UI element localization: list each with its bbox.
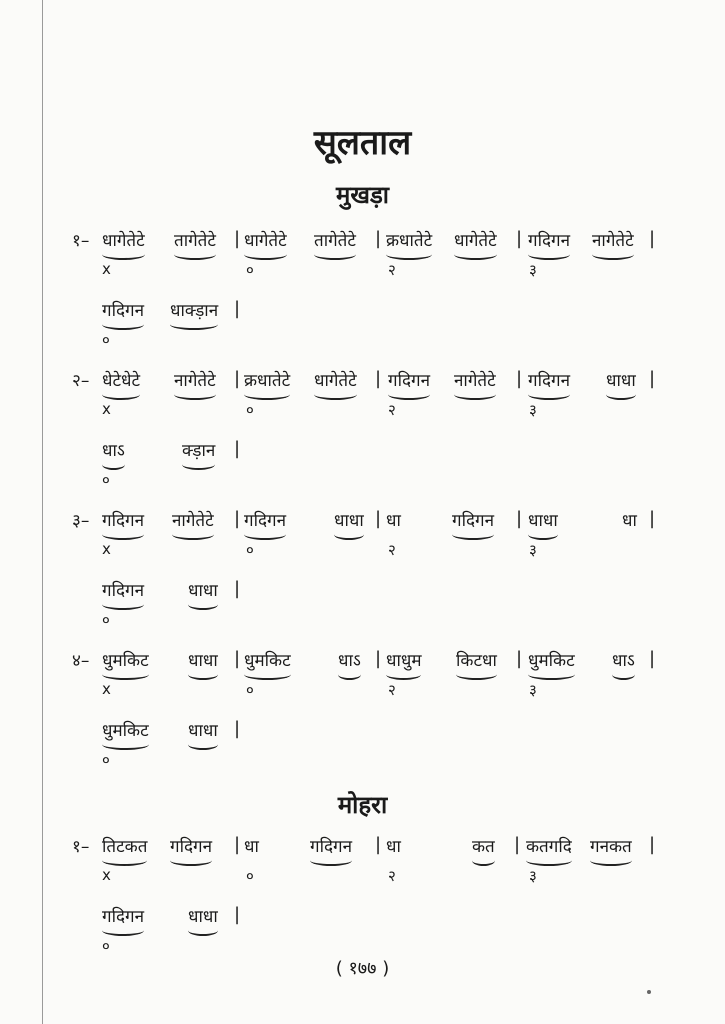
bol: गदिगन bbox=[170, 834, 212, 866]
bol: धागेतेटे bbox=[314, 368, 357, 400]
bol: धाऽ bbox=[338, 648, 361, 680]
bol: किटधा bbox=[456, 648, 497, 680]
tala-marker: ३ bbox=[529, 681, 537, 699]
vibhag-bar: | bbox=[234, 228, 241, 249]
bol: कत bbox=[472, 834, 495, 866]
bol: धागेतेटे bbox=[454, 228, 497, 260]
composition-row bbox=[0, 438, 725, 508]
page-title: सूलताल bbox=[313, 123, 412, 163]
tala-marker: २ bbox=[388, 681, 396, 699]
bol: धाऽ bbox=[612, 648, 635, 680]
bol: गनकत bbox=[590, 834, 632, 866]
tala-marker: x bbox=[102, 680, 111, 698]
bol: तागेतेटे bbox=[314, 228, 356, 260]
bol: धाधा bbox=[188, 578, 218, 610]
bol: गदिगन bbox=[310, 834, 352, 866]
bol: गदिगन bbox=[102, 298, 144, 330]
bol: धुमकिट bbox=[244, 648, 291, 680]
bol: धागेतेटे bbox=[102, 228, 145, 260]
bol: धाक्ड़ान bbox=[170, 298, 218, 330]
bol: गदिगन bbox=[244, 508, 286, 540]
bol: गदिगन bbox=[528, 368, 570, 400]
vibhag-bar: | bbox=[234, 834, 241, 855]
tala-marker: ० bbox=[246, 541, 254, 559]
bol: धेटेधेटे bbox=[102, 368, 140, 400]
bol: गदिगन bbox=[528, 228, 570, 260]
vibhag-bar: | bbox=[234, 578, 241, 599]
tala-marker: ३ bbox=[529, 401, 537, 419]
tala-marker: ० bbox=[102, 331, 110, 349]
bol: नागेतेटे bbox=[174, 368, 216, 400]
bol: धाधा bbox=[528, 508, 558, 540]
tala-marker: ३ bbox=[529, 867, 537, 885]
vibhag-bar: | bbox=[649, 648, 656, 669]
vibhag-bar: | bbox=[516, 368, 523, 389]
bol: गदिगन bbox=[388, 368, 430, 400]
composition-row bbox=[0, 298, 725, 368]
tala-marker: २ bbox=[388, 261, 396, 279]
bol: धा bbox=[244, 837, 259, 857]
bol: नागेतेटे bbox=[592, 228, 634, 260]
page-number: ( १७७ ) bbox=[335, 958, 390, 979]
bol: धा bbox=[386, 511, 401, 531]
bol: धुमकिट bbox=[102, 648, 149, 680]
vibhag-bar: | bbox=[516, 648, 523, 669]
bol: गदिगन bbox=[452, 508, 494, 540]
tala-marker: ० bbox=[102, 751, 110, 769]
vibhag-bar: | bbox=[375, 648, 382, 669]
bol: धुमकिट bbox=[528, 648, 575, 680]
bol: धुमकिट bbox=[102, 718, 149, 750]
bol: कतगदि bbox=[526, 834, 572, 866]
bol: धाधुम bbox=[386, 648, 421, 680]
bol: क्रधातेटे bbox=[386, 228, 432, 260]
bol: गदिगन bbox=[102, 904, 144, 936]
section-heading-mohra: मोहरा bbox=[337, 791, 388, 819]
tala-marker: ० bbox=[246, 261, 254, 279]
tala-marker: ३ bbox=[529, 261, 537, 279]
vibhag-bar: | bbox=[375, 834, 382, 855]
composition-number: ४– bbox=[72, 651, 90, 671]
bol: तागेतेटे bbox=[174, 228, 216, 260]
tala-marker: २ bbox=[388, 867, 396, 885]
composition-number: १– bbox=[72, 231, 90, 251]
bol: क्रधातेटे bbox=[244, 368, 290, 400]
vibhag-bar: | bbox=[234, 718, 241, 739]
composition-row bbox=[0, 368, 725, 438]
vibhag-bar: | bbox=[516, 508, 523, 529]
bol: गदिगन bbox=[102, 578, 144, 610]
tala-marker: ० bbox=[246, 401, 254, 419]
composition-row bbox=[0, 228, 725, 298]
scan-speck bbox=[647, 990, 651, 994]
bol: धाधा bbox=[188, 904, 218, 936]
composition-row bbox=[0, 718, 725, 788]
bol: धाधा bbox=[188, 718, 218, 750]
composition-number: २– bbox=[72, 371, 90, 391]
vibhag-bar: | bbox=[649, 228, 656, 249]
bol: धागेतेटे bbox=[244, 228, 287, 260]
bol: धा bbox=[622, 511, 637, 531]
bol: तिटकत bbox=[102, 834, 147, 866]
bol: धाधा bbox=[188, 648, 218, 680]
tala-marker: २ bbox=[388, 541, 396, 559]
tala-marker: २ bbox=[388, 401, 396, 419]
tala-marker: x bbox=[102, 260, 111, 278]
tala-marker: ० bbox=[102, 611, 110, 629]
tala-marker: ० bbox=[102, 471, 110, 489]
tala-marker: ० bbox=[102, 937, 110, 955]
vibhag-bar: | bbox=[234, 508, 241, 529]
bol: धाऽ bbox=[102, 438, 125, 470]
tala-marker: ३ bbox=[529, 541, 537, 559]
composition-number: ३– bbox=[72, 511, 90, 531]
vibhag-bar: | bbox=[375, 228, 382, 249]
composition-row bbox=[0, 834, 725, 904]
vibhag-bar: | bbox=[649, 368, 656, 389]
tala-marker: x bbox=[102, 540, 111, 558]
bol: नागेतेटे bbox=[172, 508, 214, 540]
tala-marker: ० bbox=[246, 867, 254, 885]
vibhag-bar: | bbox=[234, 648, 241, 669]
bol: धाधा bbox=[334, 508, 364, 540]
section-heading-mukhda: मुखड़ा bbox=[335, 181, 390, 209]
tala-marker: x bbox=[102, 400, 111, 418]
composition-row bbox=[0, 648, 725, 718]
composition-number: १– bbox=[72, 837, 90, 857]
composition-row bbox=[0, 578, 725, 648]
tala-marker: ० bbox=[246, 681, 254, 699]
vibhag-bar: | bbox=[234, 298, 241, 319]
bol: धाधा bbox=[606, 368, 636, 400]
vibhag-bar: | bbox=[234, 368, 241, 389]
bol: क्ड़ान bbox=[182, 438, 215, 470]
vibhag-bar: | bbox=[514, 834, 521, 855]
vibhag-bar: | bbox=[649, 508, 656, 529]
bol: धा bbox=[386, 837, 401, 857]
composition-row bbox=[0, 508, 725, 578]
tala-marker: x bbox=[102, 866, 111, 884]
vibhag-bar: | bbox=[649, 834, 656, 855]
vibhag-bar: | bbox=[234, 904, 241, 925]
vibhag-bar: | bbox=[234, 438, 241, 459]
bol: गदिगन bbox=[102, 508, 144, 540]
bol: नागेतेटे bbox=[454, 368, 496, 400]
vibhag-bar: | bbox=[516, 228, 523, 249]
vibhag-bar: | bbox=[375, 508, 382, 529]
vibhag-bar: | bbox=[375, 368, 382, 389]
